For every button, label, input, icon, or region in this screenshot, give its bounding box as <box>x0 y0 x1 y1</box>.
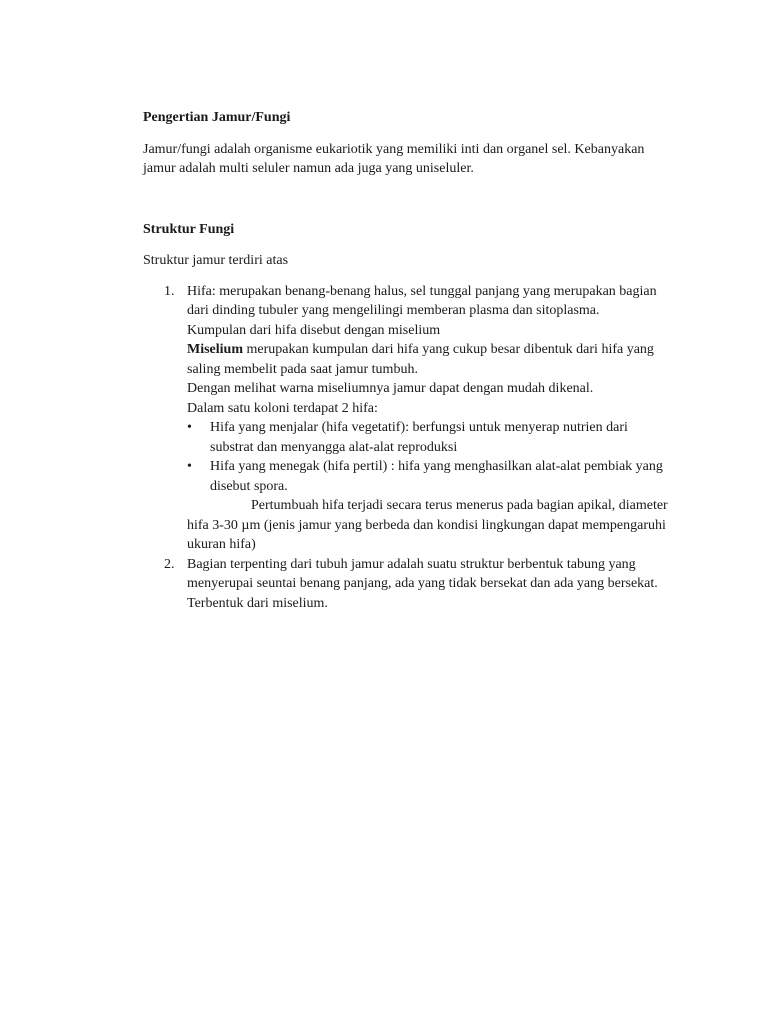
list-item <box>143 555 673 614</box>
kumpulan-hifa: Kumpulan dari hifa disebut dengan miselium <box>187 322 441 338</box>
miselium-definition: merupakan kumpulan dari hifa yang cukup besar dibentuk dari hifa yang saling membelit pada saat jamur tumbuh. <box>187 342 654 377</box>
struktur-list <box>143 282 673 614</box>
pertumbuhan-hifa: Pertumbuah hifa terjadi secara terus menerus pada bagian apikal, diameter hifa 3-30 µm (jenis jamur yang berbeda dan kondisi lingkungan dapat mempengaruhi ukuran hifa) <box>187 498 668 552</box>
document-page <box>143 108 673 613</box>
list-item <box>143 282 673 555</box>
struktur-intro: Struktur jamur terdiri atas <box>143 253 289 268</box>
bullet-icon: • <box>187 459 192 474</box>
miselium-term: Miselium <box>187 342 243 357</box>
section-title-struktur: Struktur Fungi <box>143 221 235 237</box>
list-item <box>187 457 673 496</box>
section-title-pengertian: Pengertian Jamur/Fungi <box>143 110 291 125</box>
hifa-types-list <box>187 418 673 496</box>
list-number: 2. <box>164 556 175 572</box>
bullet-icon: • <box>187 420 192 435</box>
list-number: 1. <box>164 283 175 299</box>
bullet-text: Hifa yang menjalar (hifa vegetatif): berfungsi untuk menyerap nutrien dari substrat dan menyangga alat-alat reproduksi <box>210 420 628 455</box>
warna-miselium: Dengan melihat warna miseliumnya jamur dapat dengan mudah dikenal. <box>187 381 594 396</box>
miselium-paragraph <box>187 340 673 379</box>
hifa-definition: Hifa: merupakan benang-benang halus, sel tunggal panjang yang merupakan bagian dari dinding tubuler yang mengelilingi memberan plasma dan sitoplasma. <box>187 283 657 318</box>
list-item <box>187 418 673 457</box>
bullet-text: Hifa yang menegak (hifa pertil) : hifa yang menghasilkan alat-alat pembiak yang disebut spora. <box>210 459 663 494</box>
section-paragraph-pengertian: Jamur/fungi adalah organisme eukariotik yang memiliki inti dan organel sel. Kebanyakan jamur adalah multi seluler namun ada juga yang uniseluler. <box>143 141 645 176</box>
koloni-hifa: Dalam satu koloni terdapat 2 hifa: <box>187 400 378 416</box>
bagian-terpenting: Bagian terpenting dari tubuh jamur adalah suatu struktur berbentuk tabung yang menyerupai seuntai benang panjang, ada yang tidak bersekat dan ada yang bersekat. Terbentuk dari miselium. <box>187 556 658 611</box>
